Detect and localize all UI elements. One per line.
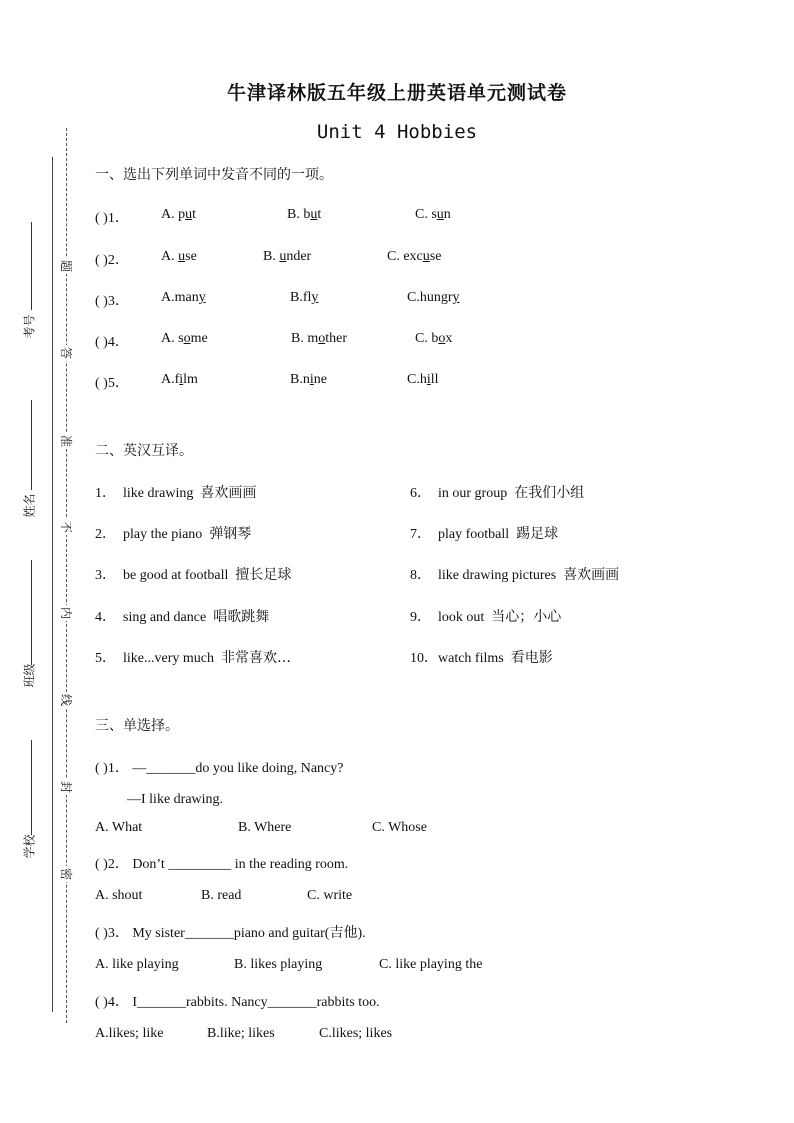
item-english: like drawing [123,486,194,501]
option-b[interactable]: B. but [287,207,322,222]
item-chinese: 喜欢画画 [200,485,257,501]
item-chinese: 弹钢琴 [209,526,252,542]
item-english: in our group [438,486,508,501]
option-b[interactable]: B.fly [290,290,319,305]
item-number: 9． [410,610,431,625]
item-number: 8． [410,568,431,583]
field-blank-line[interactable] [31,740,32,835]
item-english: watch films [438,651,504,666]
section2-heading: 二、英汉互译。 [95,443,193,459]
seal-char: 答 [59,346,73,359]
option-b[interactable]: B. likes playing [234,957,323,972]
option-b[interactable]: B. mother [291,331,347,346]
option-a[interactable]: A. What [95,820,143,835]
option-c[interactable]: C. Whose [372,820,427,835]
option-c[interactable]: C. sun [415,207,451,222]
question-number: ( )4． [95,335,129,350]
item-chinese: 唱歌跳舞 [213,609,270,625]
item-chinese: 当心；小心 [491,609,562,625]
seal-char: 封 [59,780,73,793]
field-label-name: 姓名 [22,493,37,518]
question-number: ( )5． [95,376,129,391]
option-b[interactable]: B. Where [238,820,292,835]
option-c[interactable]: C. write [307,888,353,903]
field-label-exam-number: 考号 [22,314,37,339]
question-number: ( )2． [95,253,129,268]
q1-reply: —I like drawing. [127,792,224,807]
option-c[interactable]: C. like playing the [379,957,483,972]
option-c[interactable]: C. excuse [387,249,442,264]
item-english: sing and dance [123,610,207,625]
item-number: 10． [410,651,438,666]
option-a[interactable]: A. put [161,207,197,222]
field-label-school: 学校 [22,834,37,859]
page-title: 牛津译林版五年级上册英语单元测试卷 [226,82,567,104]
field-label-class: 班级 [22,663,37,688]
vocab-item [95,564,291,584]
seal-char: 内 [59,606,73,619]
q3-stem-end: ). [357,926,366,941]
q2-stem: ( )2． Don’t _________ in the reading room. [95,857,349,872]
item-english: like drawing pictures [438,568,557,583]
item-english: look out [438,610,485,625]
vocab-item [410,482,584,502]
question-number: ( )3． [95,294,129,309]
item-number: 5． [95,651,116,666]
item-number: 7． [410,527,431,542]
option-a[interactable]: A.many [161,290,206,305]
seal-char: 不 [59,520,73,533]
option-b[interactable]: B.nine [290,372,327,387]
section3-heading: 三、单选择。 [95,718,179,734]
item-chinese: 擅长足球 [235,567,292,583]
item-english: be good at football [123,568,229,583]
option-a[interactable]: A. use [161,249,197,264]
seal-char: 密 [59,867,73,880]
option-c[interactable]: C. box [415,331,453,346]
item-chinese: 踢足球 [516,526,559,542]
item-number: 6． [410,486,431,501]
option-c[interactable]: C.likes; likes [319,1026,393,1041]
field-blank-line[interactable] [31,560,32,665]
option-b[interactable]: B. read [201,888,242,903]
section1-heading: 一、选出下列单词中发音不同的一项。 [95,167,333,183]
q1-stem: ( )1． —_______do you like doing, Nancy? [95,761,344,776]
item-number: 2． [95,527,116,542]
seal-char: 线 [59,693,73,706]
field-blank-line[interactable] [31,222,32,310]
item-english: like...very much [123,651,214,666]
vocab-item [95,606,269,626]
q3-stem [95,922,366,942]
option-b[interactable]: B.like; likes [207,1026,275,1041]
option-a[interactable]: A. some [161,331,208,346]
binding-solid-line [52,157,53,1012]
item-chinese: 喜欢画画 [563,567,620,583]
option-c[interactable]: C.hungry [407,290,460,305]
q4-stem: ( )4． I_______rabbits. Nancy_______rabbits too. [95,995,380,1010]
vocab-item [95,523,251,543]
item-chinese: 非常喜欢… [220,650,291,666]
field-blank-line[interactable] [31,400,32,490]
item-number: 4． [95,610,116,625]
item-number: 3． [95,568,116,583]
vocab-item [410,647,553,667]
item-chinese: 看电影 [510,650,553,666]
vocab-item [95,647,291,667]
option-a[interactable]: A. shout [95,888,143,903]
option-a[interactable]: A.likes; like [95,1026,164,1041]
q3-stem-text: ( )3． My sister_______piano and guitar( [95,926,330,941]
option-a[interactable]: A.film [161,372,198,387]
option-a[interactable]: A. like playing [95,957,179,972]
seal-char: 题 [59,259,73,272]
vocab-item [410,564,619,584]
page-subtitle: Unit 4 Hobbies [316,121,478,143]
q3-stem-chinese: 吉他 [329,925,358,941]
option-c[interactable]: C.hill [407,372,439,387]
option-b[interactable]: B. under [263,249,312,264]
question-number: ( )1． [95,211,129,226]
item-chinese: 在我们小组 [514,485,585,501]
item-english: play football [438,527,510,542]
item-number: 1． [95,486,116,501]
item-english: play the piano [123,527,203,542]
vocab-item [410,523,558,543]
seal-char: 准 [59,434,73,447]
vocab-item [95,482,256,502]
vocab-item [410,606,561,626]
